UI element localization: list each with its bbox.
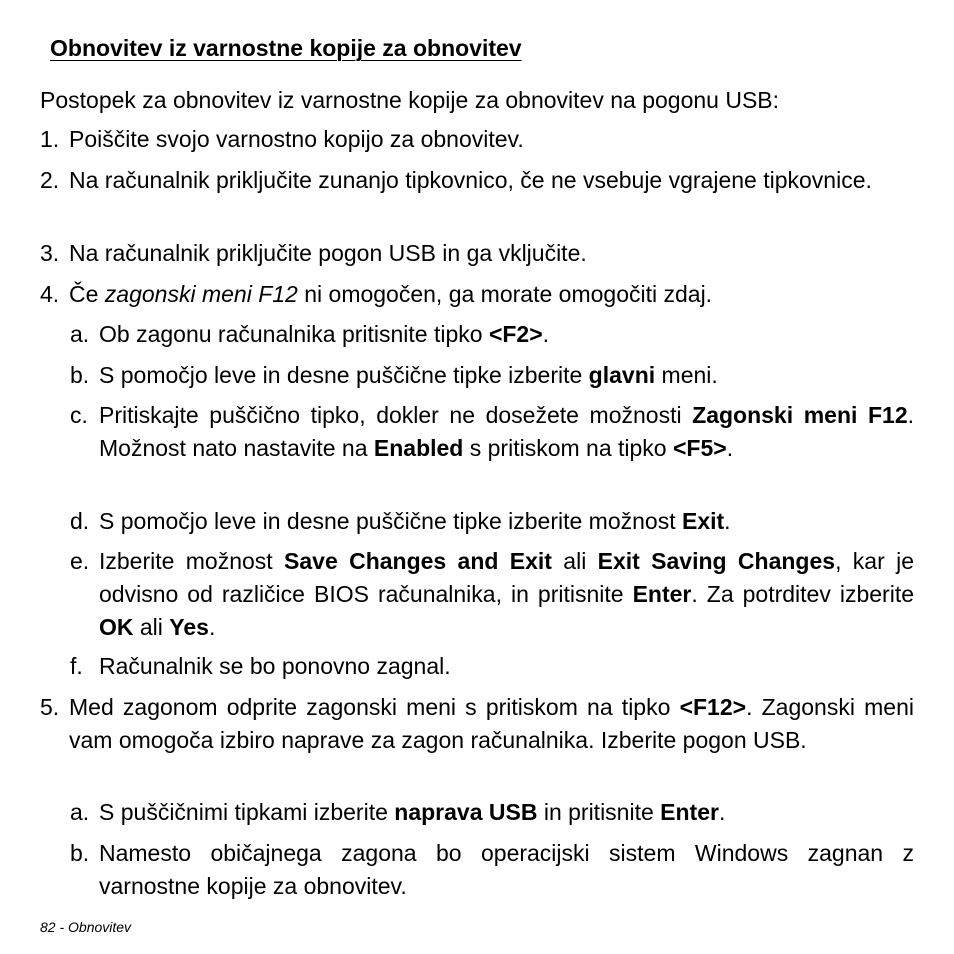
step-text: Poiščite svojo varnostno kopijo za obnovitev. bbox=[69, 126, 524, 152]
step-text bbox=[69, 691, 914, 757]
text-run: ali bbox=[133, 614, 170, 640]
bold-term: Zagonski meni F12 bbox=[692, 402, 908, 428]
intro-paragraph: Postopek za obnovitev iz varnostne kopije za obnovitev na pogonu USB: bbox=[40, 87, 780, 113]
step-text: Na računalnik priključite zunanjo tipkovnico, če ne vsebuje vgrajene tipkovnice. bbox=[69, 167, 872, 193]
page-footer: 82 - Obnovitev bbox=[40, 919, 132, 935]
text-run: Če bbox=[69, 281, 105, 307]
bold-term: Save Changes and Exit bbox=[284, 548, 552, 574]
substep-5b bbox=[70, 837, 914, 903]
bold-term: Yes bbox=[169, 614, 209, 640]
text-run: meni. bbox=[655, 362, 718, 388]
substep-4c bbox=[70, 399, 914, 465]
step-number: b. bbox=[70, 362, 90, 388]
step-number: f. bbox=[70, 653, 83, 679]
step-3 bbox=[40, 237, 914, 270]
bold-term: glavni bbox=[588, 362, 656, 388]
step-text: Računalnik se bo ponovno zagnal. bbox=[99, 653, 451, 679]
step-number: 2. bbox=[40, 167, 60, 193]
bold-term: Enter bbox=[660, 799, 719, 825]
bold-term: Enabled bbox=[373, 435, 464, 461]
text-run: . Za potrditev izberite bbox=[691, 581, 914, 607]
key-label: <F5> bbox=[673, 435, 727, 461]
step-text bbox=[99, 796, 914, 829]
step-number: 3. bbox=[40, 240, 60, 266]
step-text bbox=[99, 318, 914, 351]
step-1 bbox=[40, 123, 914, 156]
text-run: Ob zagonu računalnika pritisnite tipko bbox=[99, 321, 489, 347]
substep-4b bbox=[70, 359, 914, 392]
text-run: . bbox=[724, 508, 731, 534]
step-number: b. bbox=[70, 840, 90, 866]
text-run: ali bbox=[551, 548, 598, 574]
step-text: Na računalnik priključite pogon USB in ga vključite. bbox=[69, 240, 587, 266]
substep-4e bbox=[70, 545, 914, 644]
text-run: S puščičnimi tipkami izberite bbox=[99, 799, 395, 825]
step-number: c. bbox=[70, 402, 88, 428]
text-run: ni omogočen, ga morate omogočiti zdaj. bbox=[297, 281, 713, 307]
emphasis-text: zagonski meni F12 bbox=[104, 281, 298, 307]
substep-5a bbox=[70, 796, 914, 829]
bold-term: Enter bbox=[632, 581, 692, 607]
step-number: 4. bbox=[40, 281, 60, 307]
step-text bbox=[69, 278, 914, 311]
key-label: <F2> bbox=[488, 321, 543, 347]
bold-term: Exit Saving Changes bbox=[597, 548, 836, 574]
bold-term: OK bbox=[99, 614, 134, 640]
text-run: Pritiskajte puščično tipko, dokler ne dosežete možnosti bbox=[99, 402, 693, 428]
text-run: S pomočjo leve in desne puščične tipke izberite bbox=[99, 362, 589, 388]
substep-4d bbox=[70, 505, 914, 538]
section-title: Obnovitev iz varnostne kopije za obnovitev bbox=[50, 35, 522, 61]
step-text bbox=[99, 359, 914, 392]
text-run: . Zagonski meni vam omogoča izbiro naprave za zagon računalnika. Izberite pogon USB. bbox=[69, 694, 914, 753]
step-text bbox=[99, 545, 914, 644]
text-run: . bbox=[208, 614, 216, 640]
text-run: s pritiskom na tipko bbox=[463, 435, 673, 461]
bold-term: Exit bbox=[681, 508, 725, 534]
step-number: 5. bbox=[40, 694, 60, 720]
text-run: . bbox=[542, 321, 550, 347]
bold-term: naprava USB bbox=[394, 799, 538, 825]
step-4 bbox=[40, 278, 914, 311]
text-run: . Možnost nato nastavite na bbox=[99, 402, 914, 461]
substep-4a bbox=[70, 318, 914, 351]
substep-4f bbox=[70, 650, 914, 683]
step-text bbox=[99, 505, 914, 538]
step-text: Namesto običajnega zagona bo operacijski sistem Windows zagnan z varnostne kopije za obnovitev. bbox=[99, 840, 914, 899]
step-number: a. bbox=[70, 321, 90, 347]
text-run: S pomočjo leve in desne puščične tipke izberite možnost bbox=[99, 508, 682, 534]
step-number: e. bbox=[70, 548, 90, 574]
text-run: in pritisnite bbox=[537, 799, 661, 825]
text-run: , kar je odvisno od različice BIOS računalnika, in pritisnite bbox=[99, 548, 914, 607]
step-number: a. bbox=[70, 799, 90, 825]
text-run: Med zagonom odprite zagonski meni s pritiskom na tipko bbox=[69, 694, 680, 720]
text-run: . bbox=[726, 435, 734, 461]
step-number: 1. bbox=[40, 126, 60, 152]
text-run: . bbox=[718, 799, 726, 825]
step-text bbox=[99, 399, 914, 465]
key-label: <F12> bbox=[679, 694, 747, 720]
step-2 bbox=[40, 164, 914, 197]
step-number: d. bbox=[70, 508, 90, 534]
text-run: Izberite možnost bbox=[99, 548, 285, 574]
step-5 bbox=[40, 691, 914, 757]
